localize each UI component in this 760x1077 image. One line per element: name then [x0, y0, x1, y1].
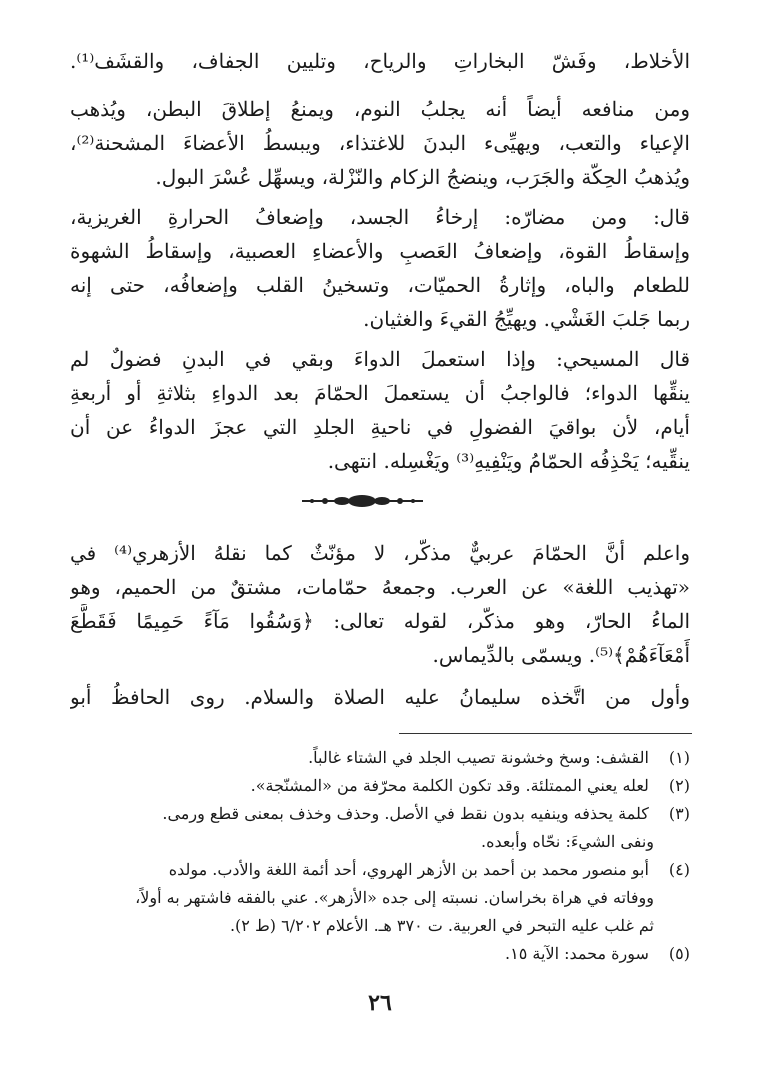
body-line: الأخلاط، وفَشّ البخاراتِ والرياح، وتليين الجفاف، والقشَف⁽¹⁾.	[70, 49, 690, 73]
footnote-text: سورة محمد: الآية ١٥.	[505, 944, 649, 963]
footnote-text: أبو منصور محمد بن أحمد بن الأزهر الهروي، أحد أئمة اللغة والأدب. مولده	[168, 860, 649, 879]
body-line: أيام، لأن بواقيَ الفضولِ في ناحيةِ الجلدِ التي عجزَ الدواءُ عن أن	[70, 415, 690, 439]
footnote-number: (٥)	[668, 944, 690, 963]
body-line: الماءُ الحارّ، وهو مذكّر، لقوله تعالى: ﴿وَسُقُوا مَآءً حَمِيمًا فَقَطَّعَ	[70, 609, 690, 633]
body-line: ينقِّيه؛ يَحْذِفُه الحمّامُ ويَنْفِيهِ⁽³⁾ ويَغْسِله. انتهى.	[327, 449, 690, 473]
body-line: قال: ومن مضارّه: إرخاءُ الجسد، وإضعافُ الحرارةِ الغريزية،	[70, 205, 690, 229]
body-line: للطعام والباه، وإثارةُ الحميّات، وتسخينُ القلب وإضعافُه، حتى إنه	[70, 273, 690, 297]
footnote-continuation	[70, 828, 690, 856]
section-divider-ornament-icon	[300, 490, 425, 512]
body-line: ينقِّها الدواء؛ فالواجبُ أن يستعملَ الحمّامَ بعد الدواءِ بثلاثةِ أو أربعةِ	[70, 381, 690, 405]
body-line: ومن منافعه أيضاً أنه يجلبُ النوم، ويمنعُ إطلاقَ البطن، ويُذهب	[70, 97, 690, 121]
footnote	[70, 856, 690, 884]
footnote	[70, 800, 690, 828]
footnote	[70, 772, 690, 800]
body-line: الإعياء والتعب، ويهيِّىء البدنَ للاغتذاء، ويبسطُ الأعضاءَ المشحنة⁽²⁾،	[70, 131, 690, 155]
body-line: ويُذهبُ الحِكّة والجَرَب، وينضجُ الزكام والنّزْلة، ويسهِّل عُسْرَ البول.	[155, 165, 690, 189]
footnote-text: القشف: وسخ وخشونة تصيب الجلد في الشتاء غالباً.	[308, 748, 649, 767]
page-number: ٢٦	[368, 990, 392, 1016]
footnote-continuation	[70, 884, 690, 912]
body-line: ربما جَلبَ الغَشْي. ويهيِّجُ القيءَ والغثيان.	[363, 307, 690, 331]
footnote-number: (١)	[668, 748, 690, 767]
footnote-number: (٤)	[668, 860, 690, 879]
body-line: وأول من اتَّخذه سليمانُ عليه الصلاة والسلام. روى الحافظُ أبو	[70, 685, 690, 709]
footnote-text: ثم غلب عليه التبحر في العربية. ت ٣٧٠ هـ. الأعلام ٦/٢٠٢ (ط ٢).	[229, 916, 654, 935]
footnote	[70, 744, 690, 772]
body-line: وإسقاطُ القوة، وإضعافُ العَصبِ والأعضاءِ العصبية، وإسقاطُ الشهوة	[70, 239, 690, 263]
footnote-number: (٢)	[668, 776, 690, 795]
footnote	[70, 940, 690, 968]
footnote-text: لعله يعني الممتلئة. وقد تكون الكلمة محرّفة من «المشنّجة».	[250, 776, 649, 795]
footnote-separator	[399, 733, 692, 734]
footnote-number: (٣)	[668, 804, 690, 823]
body-line: أَمْعَآءَهُمْ﴾⁽⁵⁾. ويسمّى بالدِّيماس.	[432, 643, 690, 667]
footnote-text: ونفى الشيءَ: نحّاه وأبعده.	[481, 832, 654, 851]
body-line: قال المسيحي: وإذا استعملَ الدواءَ وبقي في البدنِ فضولٌ لم	[70, 347, 690, 371]
body-line: «تهذيب اللغة» عن العرب. وجمعهُ حمّامات، مشتقٌ من الحميم، وهو	[70, 575, 690, 599]
footnote-text: ووفاته في هراة بخراسان. نسبته إلى جده «الأزهر». عني بالفقه فاشتهر به أولاً،	[135, 888, 654, 907]
footnote-text: كلمة يحذفه وينفيه بدون نقط في الأصل. وحذف وخذف بمعنى قطع ورمى.	[162, 804, 649, 823]
body-line: واعلم أنَّ الحمّامَ عربيٌّ مذكّر، لا مؤنّثٌ كما نقلهُ الأزهري⁽⁴⁾ في	[70, 541, 690, 565]
footnote-continuation	[70, 912, 690, 940]
